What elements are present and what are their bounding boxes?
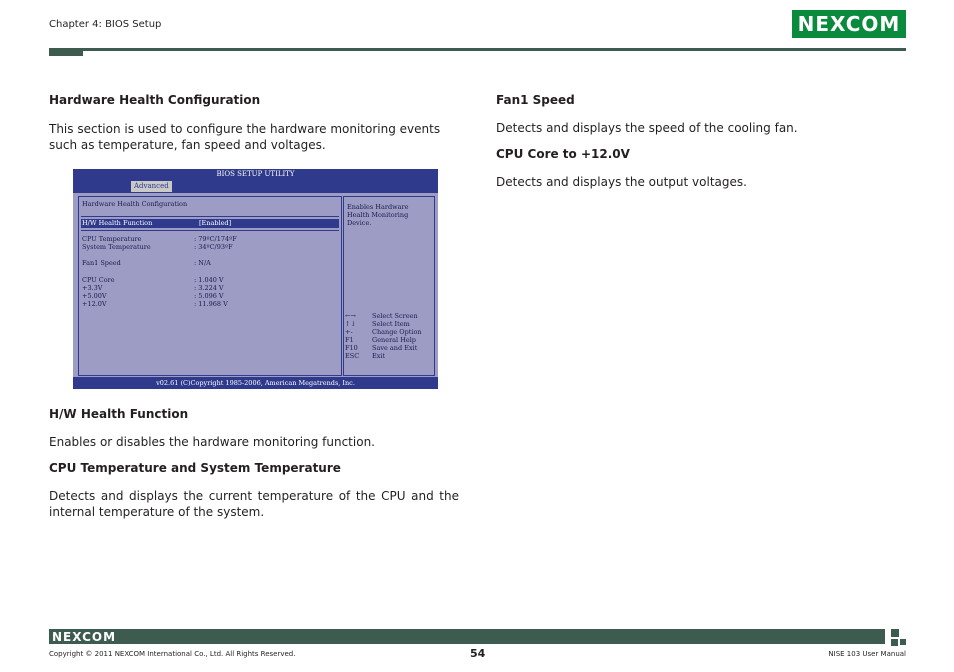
bios-key-desc: Change Option — [372, 328, 422, 336]
header-tab — [49, 48, 83, 56]
bios-section-title: Hardware Health Configuration — [82, 200, 188, 208]
bios-help-line: Health Monitoring — [347, 211, 409, 219]
footer-bar — [49, 629, 885, 644]
bios-key: +- — [345, 328, 353, 336]
bios-key-desc: Save and Exit — [372, 344, 418, 352]
bios-row-value: : N/A — [194, 259, 211, 267]
bios-main-panel — [78, 196, 342, 376]
bios-body — [73, 193, 438, 377]
bios-row-label: +12.0V — [82, 300, 107, 308]
bios-title: BIOS SETUP UTILITY — [73, 169, 438, 180]
para-hardware-health: This section is used to configure the hardware monitoring events such as temperature, fan speed and voltages. — [49, 122, 441, 152]
bios-tab-advanced: Advanced — [131, 181, 172, 192]
bios-row-value: [Enabled] — [199, 219, 232, 227]
bios-key: ↑↓ — [345, 320, 356, 328]
bios-row-label: Fan1 Speed — [82, 259, 121, 267]
bios-row-value: : 3.224 V — [194, 284, 224, 292]
bios-row-value: : 11.968 V — [194, 300, 228, 308]
footer-square — [891, 639, 898, 646]
bios-row-label: CPU Core — [82, 276, 115, 284]
bios-row-value: : 34ºC/93ºF — [194, 243, 233, 251]
header-rule — [49, 48, 906, 51]
bios-key: ESC — [345, 352, 360, 360]
heading-cpu-system-temp: CPU Temperature and System Temperature — [49, 461, 341, 475]
footer-logo: NEXCOM — [52, 630, 117, 644]
bios-key-desc: Select Screen — [372, 312, 418, 320]
footer-square — [891, 629, 899, 637]
logo-text: NEXCOM — [797, 12, 901, 36]
bios-key-desc: General Help — [372, 336, 416, 344]
bios-help-line: Device. — [347, 219, 372, 227]
bios-row-value: : 5.096 V — [194, 292, 224, 300]
para-cpu-core-voltage: Detects and displays the output voltages. — [496, 175, 747, 189]
heading-fan1-speed: Fan1 Speed — [496, 93, 575, 107]
bios-key: F1 — [345, 336, 354, 344]
bios-footer: v02.61 (C)Copyright 1985-2006, American Megatrends, Inc. — [73, 377, 438, 389]
bios-row-label: CPU Temperature — [82, 235, 142, 243]
para-hw-health-function: Enables or disables the hardware monitoring function. — [49, 435, 375, 449]
bios-key: ←→ — [345, 312, 356, 320]
bios-row-value: : 79ºC/174ºF — [194, 235, 237, 243]
heading-cpu-core-voltage: CPU Core to +12.0V — [496, 147, 630, 161]
copyright-text: Copyright © 2011 NEXCOM International Co., Ltd. All Rights Reserved. — [49, 650, 296, 658]
page-number: 54 — [470, 647, 486, 660]
bios-key-desc: Select Item — [372, 320, 410, 328]
bios-row-label: H/W Health Function — [82, 219, 153, 227]
bios-row-label: +3.3V — [82, 284, 103, 292]
bios-help-panel — [343, 196, 435, 376]
heading-hw-health-function: H/W Health Function — [49, 407, 189, 421]
bios-screenshot — [73, 169, 438, 389]
bios-key-desc: Exit — [372, 352, 386, 360]
para-cpu-system-temp: Detects and displays the current temperature of the CPU and the internal temperature of the system. — [49, 489, 459, 519]
bios-separator — [81, 230, 339, 231]
bios-help-line: Enables Hardware — [347, 203, 409, 211]
bios-row-label: System Temperature — [82, 243, 151, 251]
footer-square — [900, 639, 906, 645]
bios-row-value: : 1.040 V — [194, 276, 224, 284]
bios-menubar — [73, 180, 438, 193]
heading-hardware-health: Hardware Health Configuration — [49, 93, 261, 107]
bios-separator — [81, 216, 339, 217]
para-fan1-speed: Detects and displays the speed of the cooling fan. — [496, 121, 798, 135]
chapter-title: Chapter 4: BIOS Setup — [49, 19, 162, 30]
nexcom-logo — [792, 10, 906, 38]
manual-title: NISE 103 User Manual — [828, 650, 906, 658]
bios-row-label: +5.00V — [82, 292, 107, 300]
bios-key: F10 — [345, 344, 358, 352]
